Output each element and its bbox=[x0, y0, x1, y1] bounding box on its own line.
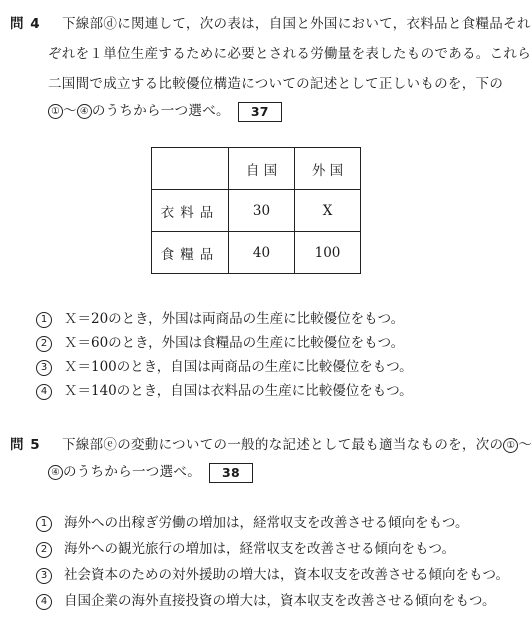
table-cell: 100 bbox=[295, 232, 361, 274]
table-row-food bbox=[152, 232, 361, 274]
question-4-line-4 bbox=[48, 99, 282, 122]
question-4-label: 問 4 bbox=[10, 16, 41, 32]
choice-text: Ｘ＝140のとき，自国は衣料品の生産に比較優位をもつ。 bbox=[64, 383, 413, 399]
choice-number: 4 bbox=[36, 384, 52, 400]
table-header-row bbox=[152, 148, 361, 190]
q5-choice-1[interactable] bbox=[36, 511, 468, 532]
range-tilde: 〜 bbox=[518, 437, 532, 453]
choice-number: 3 bbox=[36, 360, 52, 376]
table-header-foreign: 外 国 bbox=[295, 148, 361, 190]
q5-choice-2[interactable] bbox=[36, 537, 455, 558]
q4-choice-2[interactable] bbox=[36, 331, 404, 352]
answer-box-37: 37 bbox=[238, 102, 282, 122]
table-header-home: 自 国 bbox=[229, 148, 295, 190]
choice-text: 海外への出稼ぎ労働の増加は，経常収支を改善させる傾向をもつ。 bbox=[64, 515, 469, 531]
choice-ref-1: ① bbox=[503, 438, 518, 453]
choice-ref-4: ④ bbox=[77, 104, 92, 119]
question-5-line-2 bbox=[48, 460, 253, 483]
choice-number: 3 bbox=[36, 568, 52, 584]
choice-number: 2 bbox=[36, 336, 52, 352]
table-row-label: 食糧品 bbox=[152, 232, 229, 274]
choice-text: 海外への観光旅行の増加は，経常収支を改善させる傾向をもつ。 bbox=[64, 541, 455, 557]
choice-number: 1 bbox=[36, 516, 52, 532]
choice-ref-4: ④ bbox=[48, 465, 63, 480]
labor-table bbox=[151, 147, 361, 274]
range-tilde: 〜 bbox=[63, 103, 77, 119]
question-4-line-1: 下線部ⓓに関連して，次の表は，自国と外国において，衣料品と食糧品それ bbox=[62, 16, 531, 32]
choice-text: 社会資本のための対外援助の増大は，資本収支を改善させる傾向をもつ。 bbox=[64, 567, 509, 583]
choice-number: 4 bbox=[36, 594, 52, 610]
choice-number: 1 bbox=[36, 312, 52, 328]
table-cell: X bbox=[295, 190, 361, 232]
choice-text: Ｘ＝100のとき，自国は両商品の生産に比較優位をもつ。 bbox=[64, 359, 413, 375]
q5-choice-4[interactable] bbox=[36, 589, 495, 610]
question-4-line-3: 二国間で成立する比較優位構造についての記述として正しいものを，下の bbox=[48, 76, 504, 92]
choice-number: 2 bbox=[36, 542, 52, 558]
choice-text: 自国企業の海外直接投資の増大は，資本収支を改善させる傾向をもつ。 bbox=[64, 593, 496, 609]
table-row-clothing bbox=[152, 190, 361, 232]
question-5-line-1 bbox=[62, 433, 532, 453]
instruction-text: のうちから一つ選べ。 bbox=[91, 103, 230, 119]
instruction-text: のうちから一つ選べ。 bbox=[63, 464, 201, 480]
question-4-line-2: ぞれを１単位生産するために必要とされる労働量を表したものである。これら bbox=[48, 46, 531, 62]
choice-text: Ｘ＝20のとき，外国は両商品の生産に比較優位をもつ。 bbox=[64, 311, 405, 327]
table-cell: 30 bbox=[229, 190, 295, 232]
q5-choice-3[interactable] bbox=[36, 563, 509, 584]
q4-choice-4[interactable] bbox=[36, 379, 413, 400]
table-row-label: 衣料品 bbox=[152, 190, 229, 232]
question-5-text: 下線部ⓔの変動についての一般的な記述として最も適当なものを，次の bbox=[62, 437, 504, 453]
table-corner-cell bbox=[152, 148, 229, 190]
table-cell: 40 bbox=[229, 232, 295, 274]
answer-box-38: 38 bbox=[209, 463, 253, 483]
q4-choice-3[interactable] bbox=[36, 355, 413, 376]
q4-choice-1[interactable] bbox=[36, 307, 404, 328]
choice-ref-1: ① bbox=[48, 104, 63, 119]
choice-text: Ｘ＝60のとき，外国は食糧品の生産に比較優位をもつ。 bbox=[64, 335, 405, 351]
question-5-label: 問 5 bbox=[10, 437, 41, 453]
